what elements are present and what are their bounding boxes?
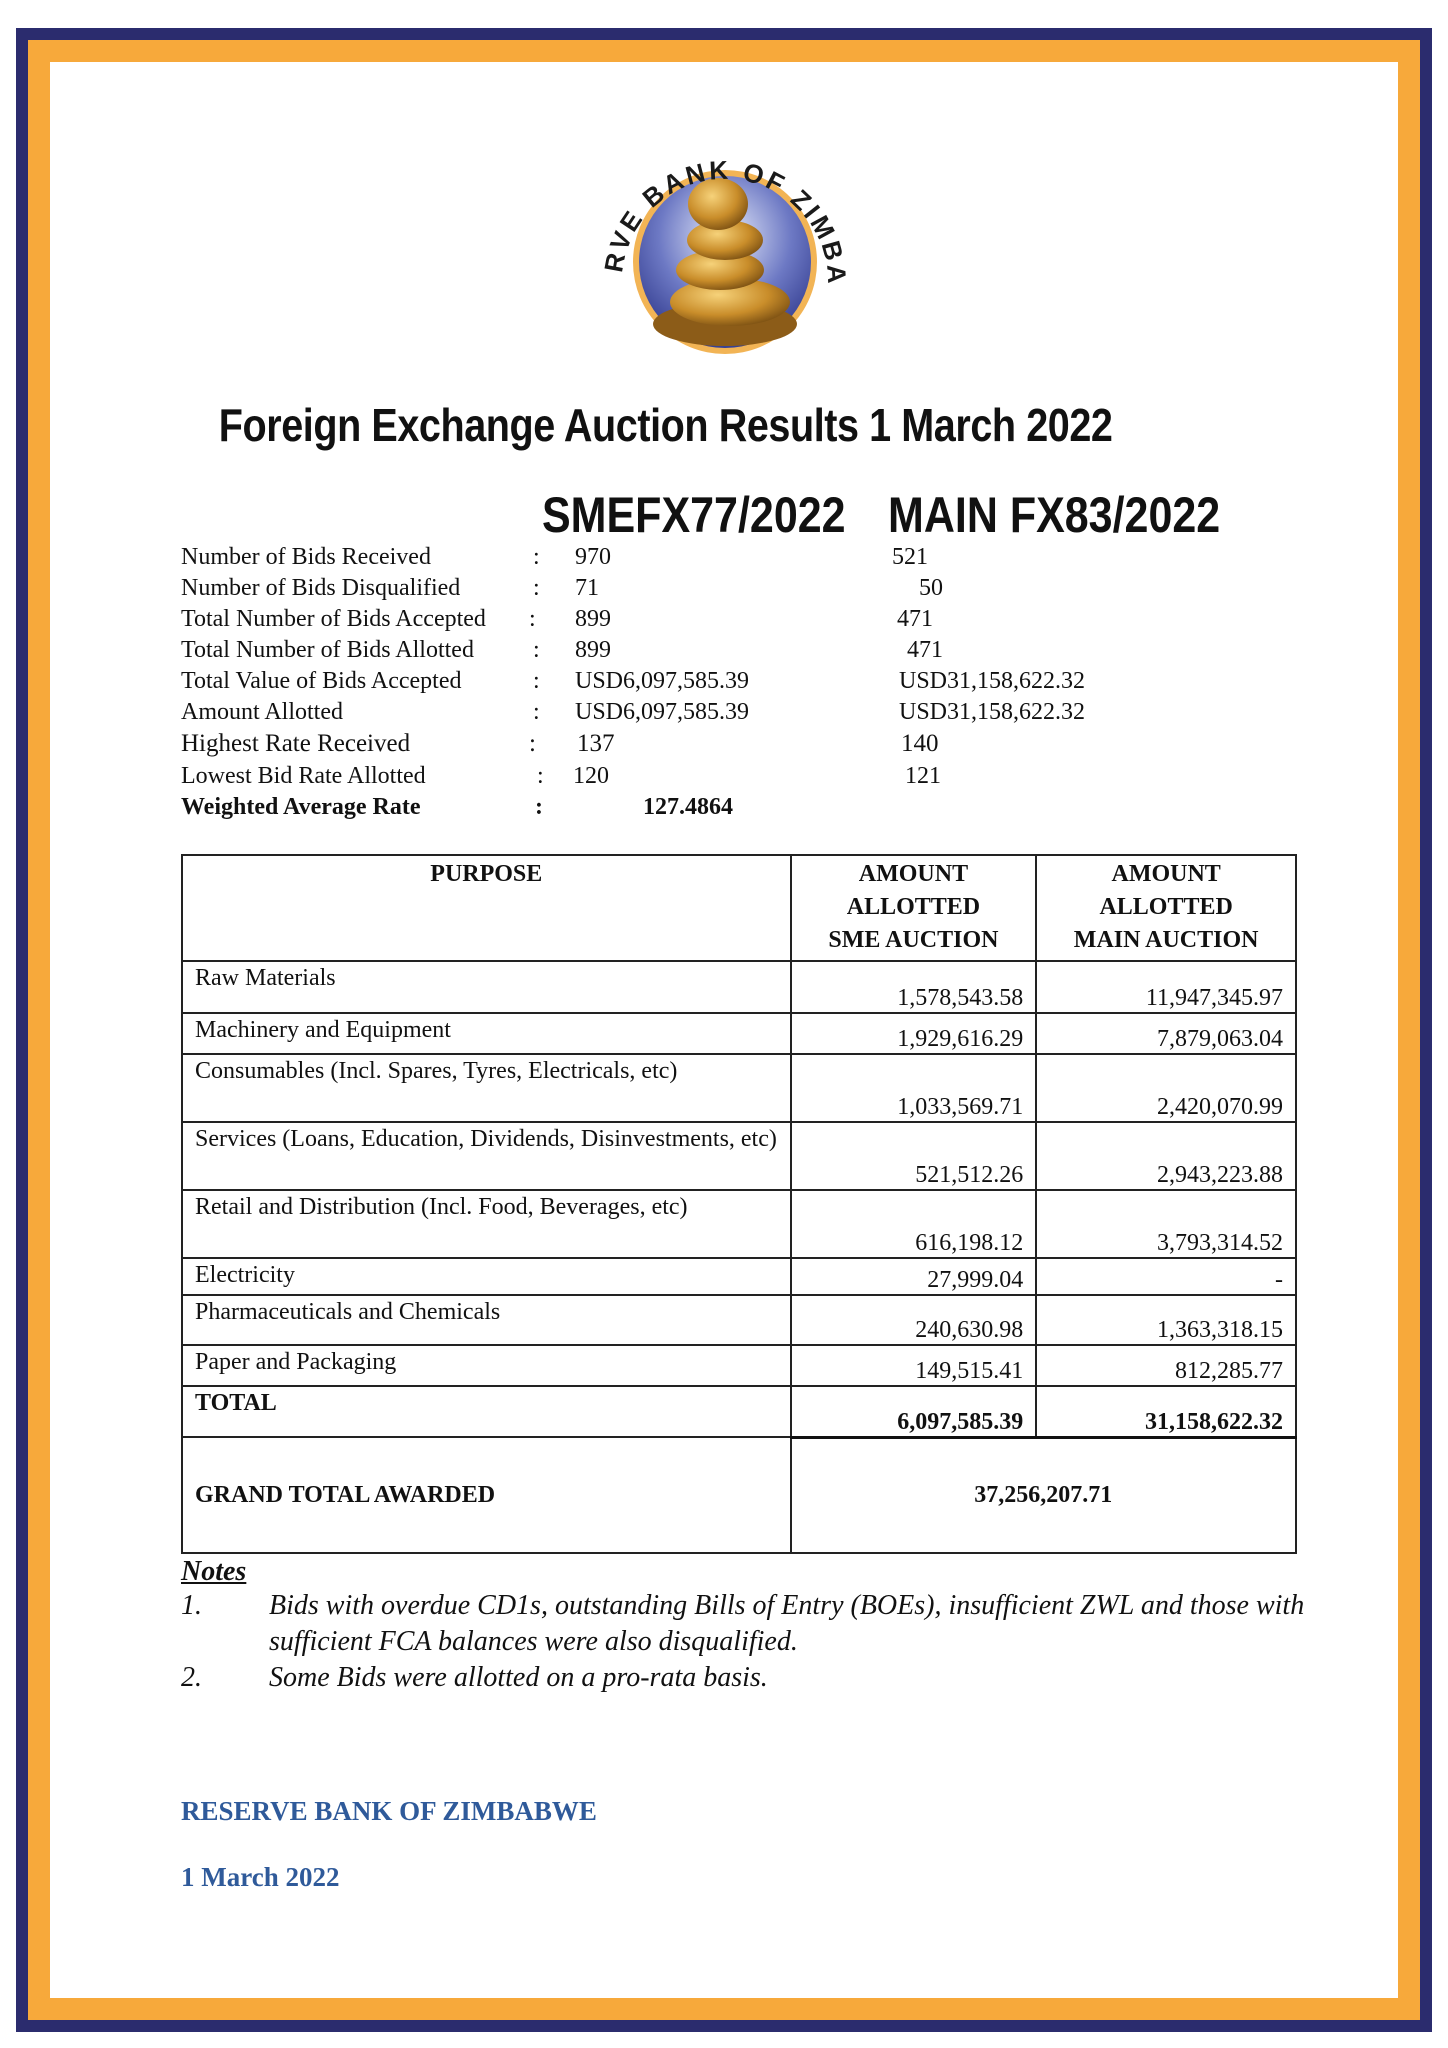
stat-colon: :	[533, 668, 540, 694]
footer-date: 1 March 2022	[181, 1862, 340, 1892]
stat-main-value: 50	[919, 575, 943, 601]
weighted-average-value: 127.4864	[643, 794, 733, 820]
weighted-average-label: Weighted Average Rate	[181, 794, 421, 820]
purpose-cell: Machinery and Equipment	[182, 1013, 791, 1054]
stat-label: Lowest Bid Rate Allotted	[181, 763, 426, 789]
stat-sme-value: 137	[577, 730, 615, 757]
main-amount-cell: 2,943,223.88	[1036, 1122, 1296, 1190]
seal-text: RVE BANK OF ZIMBA	[598, 154, 853, 288]
purpose-cell: Raw Materials	[182, 961, 791, 1013]
stat-main-value: 471	[907, 637, 943, 663]
sme-amount-cell: 149,515.41	[791, 1345, 1037, 1386]
main-amount-cell: 11,947,345.97	[1036, 961, 1296, 1013]
total-sme-amount: 6,097,585.39	[791, 1386, 1037, 1437]
table-row	[182, 1054, 1296, 1122]
sme-amount-cell: 1,033,569.71	[791, 1054, 1037, 1122]
sme-amount-cell: 27,999.04	[791, 1258, 1037, 1295]
stat-colon: :	[533, 544, 540, 570]
main-auction-code: MAIN FX83/2022	[888, 487, 1221, 543]
stat-sme-value: USD6,097,585.39	[575, 699, 750, 725]
stat-colon: :	[529, 730, 536, 757]
purpose-cell: Services (Loans, Education, Dividends, Disinvestments, etc)	[182, 1122, 791, 1190]
table-header-row	[182, 855, 1296, 961]
stat-label: Highest Rate Received	[181, 730, 411, 757]
total-label: TOTAL	[182, 1386, 791, 1437]
stat-main-value: 471	[897, 606, 933, 632]
stat-main-value: USD31,158,622.32	[899, 699, 1086, 725]
sme-amount-header: AMOUNT ALLOTTED SME AUCTION	[791, 855, 1037, 961]
purpose-cell: Retail and Distribution (Incl. Food, Beverages, etc)	[182, 1190, 791, 1258]
allocation-table	[181, 854, 1297, 1554]
weighted-average-colon: :	[535, 794, 543, 820]
main-amount-cell: 812,285.77	[1036, 1345, 1296, 1386]
stat-sme-value: 970	[575, 544, 611, 570]
stat-row	[181, 544, 1281, 575]
stat-label: Total Number of Bids Accepted	[181, 606, 486, 632]
grand-total-label: GRAND TOTAL AWARDED	[182, 1437, 791, 1553]
sme-auction-code: SMEFX77/2022	[542, 487, 846, 543]
weighted-average-row	[181, 794, 1281, 825]
stat-sme-value: USD6,097,585.39	[575, 668, 750, 694]
stat-colon: :	[533, 575, 540, 601]
stat-row	[181, 575, 1281, 606]
stat-row	[181, 699, 1281, 730]
main-amount-cell: 3,793,314.52	[1036, 1190, 1296, 1258]
table-row	[182, 1122, 1296, 1190]
main-amount-cell: 1,363,318.15	[1036, 1295, 1296, 1345]
purpose-cell: Electricity	[182, 1258, 791, 1295]
sme-amount-cell: 521,512.26	[791, 1122, 1037, 1190]
sme-amount-cell: 1,929,616.29	[791, 1013, 1037, 1054]
stat-row	[181, 730, 1281, 763]
grand-total-value: 37,256,207.71	[791, 1437, 1296, 1553]
stat-row	[181, 668, 1281, 699]
auction-statistics	[181, 544, 1281, 825]
stat-label: Amount Allotted	[181, 699, 343, 725]
main-amount-cell: -	[1036, 1258, 1296, 1295]
stat-sme-value: 120	[573, 763, 609, 789]
main-amount-header: AMOUNT ALLOTTED MAIN AUCTION	[1036, 855, 1296, 961]
stat-label: Number of Bids Received	[181, 544, 431, 570]
purpose-cell: Paper and Packaging	[182, 1345, 791, 1386]
stat-colon: :	[529, 606, 536, 632]
stat-colon: :	[533, 637, 540, 663]
page-title: Foreign Exchange Auction Results 1 March 2022	[218, 399, 1113, 451]
stat-colon: :	[537, 763, 544, 789]
stat-row	[181, 763, 1281, 794]
purpose-cell: Pharmaceuticals and Chemicals	[182, 1295, 791, 1345]
stat-sme-value: 71	[575, 575, 599, 601]
stat-main-value: 121	[905, 763, 941, 789]
sme-amount-cell: 240,630.98	[791, 1295, 1037, 1345]
main-amount-cell: 7,879,063.04	[1036, 1013, 1296, 1054]
table-row	[182, 1295, 1296, 1345]
stat-main-value: USD31,158,622.32	[899, 668, 1086, 694]
main-amount-cell: 2,420,070.99	[1036, 1054, 1296, 1122]
table-row	[182, 1013, 1296, 1054]
footer-organization: RESERVE BANK OF ZIMBABWE	[181, 1796, 597, 1826]
table-row	[182, 1345, 1296, 1386]
note-item	[181, 1660, 1311, 1696]
stat-label: Number of Bids Disqualified	[181, 575, 461, 601]
grand-total-row	[182, 1437, 1296, 1553]
stat-sme-value: 899	[575, 606, 611, 632]
note-number: 1.	[181, 1590, 202, 1621]
notes-section	[181, 1556, 1311, 1696]
table-row	[182, 1190, 1296, 1258]
stat-row	[181, 637, 1281, 668]
stat-sme-value: 899	[575, 637, 611, 663]
table-row	[182, 961, 1296, 1013]
total-main-amount: 31,158,622.32	[1036, 1386, 1296, 1437]
stat-main-value: 521	[892, 544, 928, 570]
note-text: Bids with overdue CD1s, outstanding Bills of Entry (BOEs), insufficient ZWL and those with sufficient FCA balances were also disqualified.	[269, 1590, 1305, 1657]
reserve-bank-seal	[560, 92, 890, 362]
sme-amount-cell: 616,198.12	[791, 1190, 1037, 1258]
stat-main-value: 140	[901, 730, 939, 757]
stat-label: Total Number of Bids Allotted	[181, 637, 474, 663]
stat-colon: :	[533, 699, 540, 725]
total-row	[182, 1386, 1296, 1437]
notes-title: Notes	[181, 1556, 247, 1587]
sme-amount-cell: 1,578,543.58	[791, 961, 1037, 1013]
purpose-cell: Consumables (Incl. Spares, Tyres, Electricals, etc)	[182, 1054, 791, 1122]
note-number: 2.	[181, 1662, 202, 1693]
table-row	[182, 1258, 1296, 1295]
note-item	[181, 1588, 1311, 1660]
stat-label: Total Value of Bids Accepted	[181, 668, 462, 694]
purpose-header: PURPOSE	[182, 855, 791, 961]
note-text: Some Bids were allotted on a pro-rata basis.	[269, 1662, 768, 1693]
stat-row	[181, 606, 1281, 637]
